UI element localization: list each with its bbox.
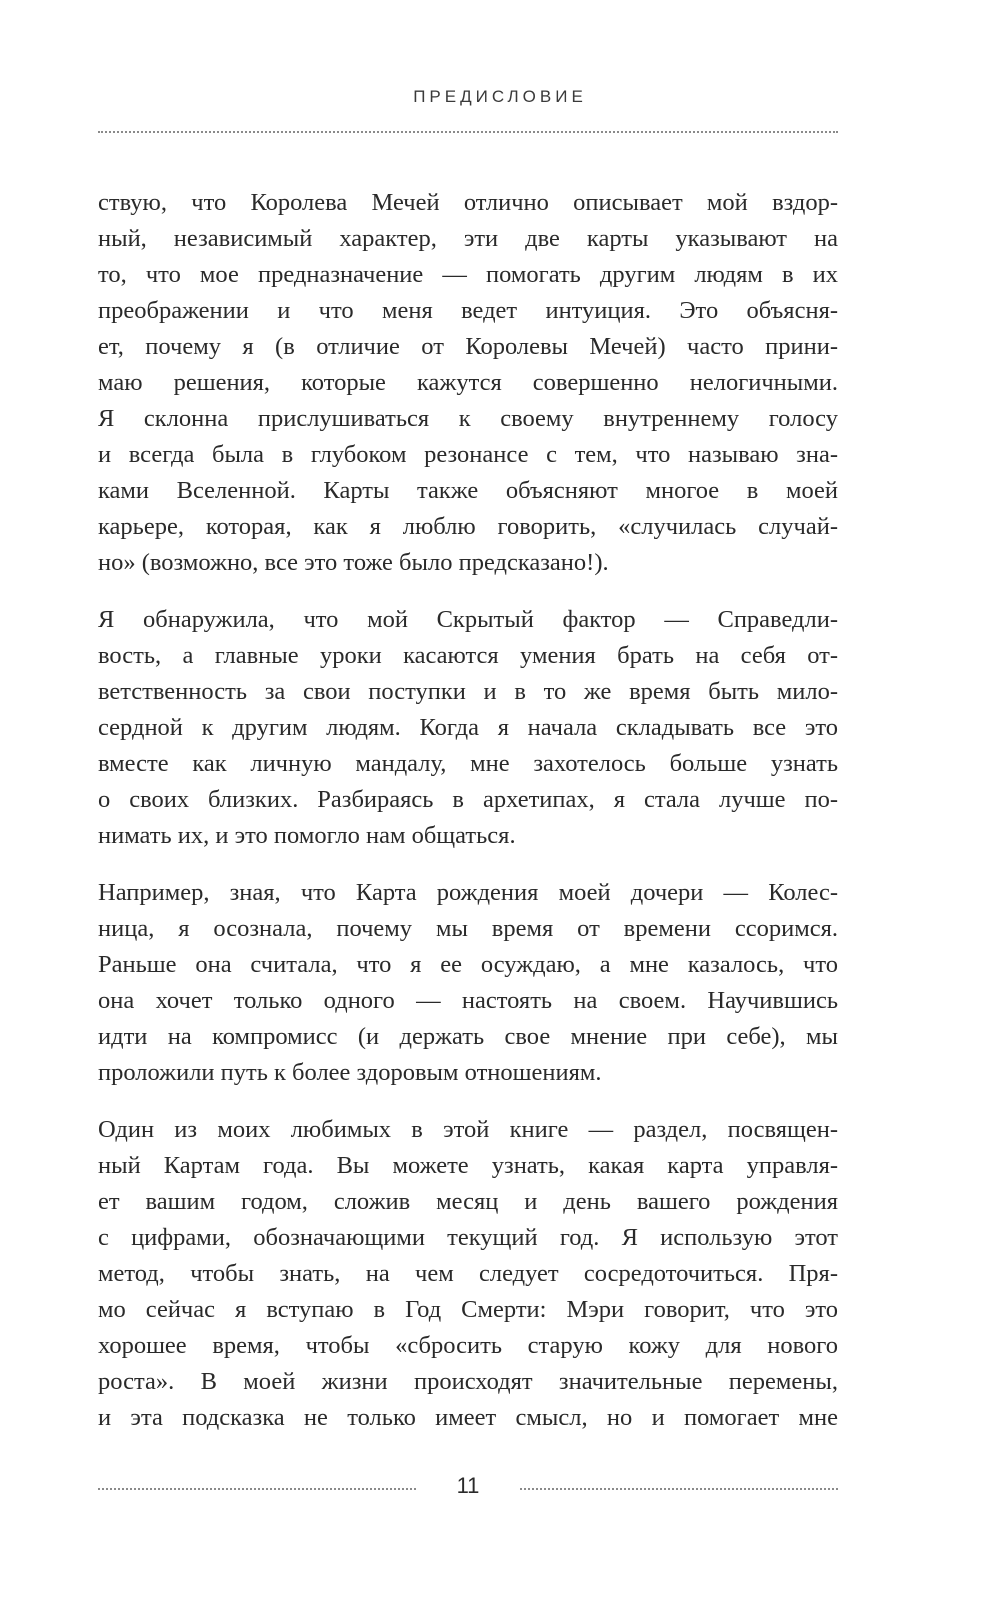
text-line: и всегда была в глубоком резонансе с тем, что называю зна- — [98, 441, 838, 468]
text-line: с цифрами, обозначающими текущий год. Я использую этот — [98, 1224, 838, 1251]
page-body — [98, 185, 838, 1457]
paragraph — [98, 602, 838, 854]
text-line: мо сейчас я вступаю в Год Смерти: Мэри говорит, что это — [98, 1296, 838, 1323]
text-line: преображении и что меня ведет интуиция. Это объясня- — [98, 297, 838, 324]
text-line: карьере, которая, как я люблю говорить, «случилась случай- — [98, 513, 838, 540]
header-dotted-rule — [98, 131, 838, 133]
running-head-title: ПРЕДИСЛОВИЕ — [413, 87, 587, 106]
text-line: маю решения, которые кажутся совершенно нелогичными. — [98, 369, 838, 396]
text-line: ет вашим годом, сложив месяц и день вашего рождения — [98, 1188, 838, 1215]
text-line: ветственность за свои поступки и в то же время быть мило- — [98, 678, 838, 705]
text-line: метод, чтобы знать, на чем следует сосредоточиться. Пря- — [98, 1260, 838, 1287]
text-line: но» (возможно, все это тоже было предсказано!). — [98, 549, 609, 576]
text-line: идти на компромисс (и держать свое мнение при себе), мы — [98, 1023, 838, 1050]
paragraph — [98, 1112, 838, 1436]
text-line: и эта подсказка не только имеет смысл, но и помогает мне — [98, 1404, 838, 1431]
text-line: Я склонна прислушиваться к своему внутреннему голосу — [98, 405, 838, 432]
footer-dotted-rule-left — [98, 1488, 416, 1490]
text-line: то, что мое предназначение — помогать другим людям в их — [98, 261, 838, 288]
paragraph — [98, 875, 838, 1091]
text-line: сердной к другим людям. Когда я начала складывать все это — [98, 714, 838, 741]
text-line: ствую, что Королева Мечей отлично описывает мой вздор- — [98, 189, 838, 216]
text-line: роста». В моей жизни происходят значительные перемены, — [98, 1368, 838, 1395]
text-line: проложили путь к более здоровым отношениям. — [98, 1059, 602, 1086]
text-line: ками Вселенной. Карты также объясняют многое в моей — [98, 477, 838, 504]
text-line: Раньше она считала, что я ее осуждаю, а мне казалось, что — [98, 951, 838, 978]
text-line: о своих близких. Разбираясь в архетипах, я стала лучше по- — [98, 786, 838, 813]
text-line: вместе как личную мандалу, мне захотелось больше узнать — [98, 750, 838, 777]
page-number: 11 — [456, 1473, 480, 1498]
text-line: нимать их, и это помогло нам общаться. — [98, 822, 516, 849]
text-line: вость, а главные уроки касаются умения брать на себя от- — [98, 642, 838, 669]
footer-dotted-rule-right — [520, 1488, 838, 1490]
text-line: она хочет только одного — настоять на своем. Научившись — [98, 987, 838, 1014]
text-line: ет, почему я (в отличие от Королевы Мечей) часто прини- — [98, 333, 838, 360]
text-line: ный Картам года. Вы можете узнать, какая карта управля- — [98, 1152, 838, 1179]
text-line: ный, независимый характер, эти две карты указывают на — [98, 225, 838, 252]
text-line: Например, зная, что Карта рождения моей дочери — Колес- — [98, 879, 838, 906]
text-line: хорошее время, чтобы «сбросить старую кожу для нового — [98, 1332, 838, 1359]
paragraph — [98, 185, 838, 581]
text-line: ница, я осознала, почему мы время от времени ссоримся. — [98, 915, 838, 942]
text-line: Один из моих любимых в этой книге — раздел, посвящен- — [98, 1116, 838, 1143]
text-line: Я обнаружила, что мой Скрытый фактор — Справедли- — [98, 606, 838, 633]
